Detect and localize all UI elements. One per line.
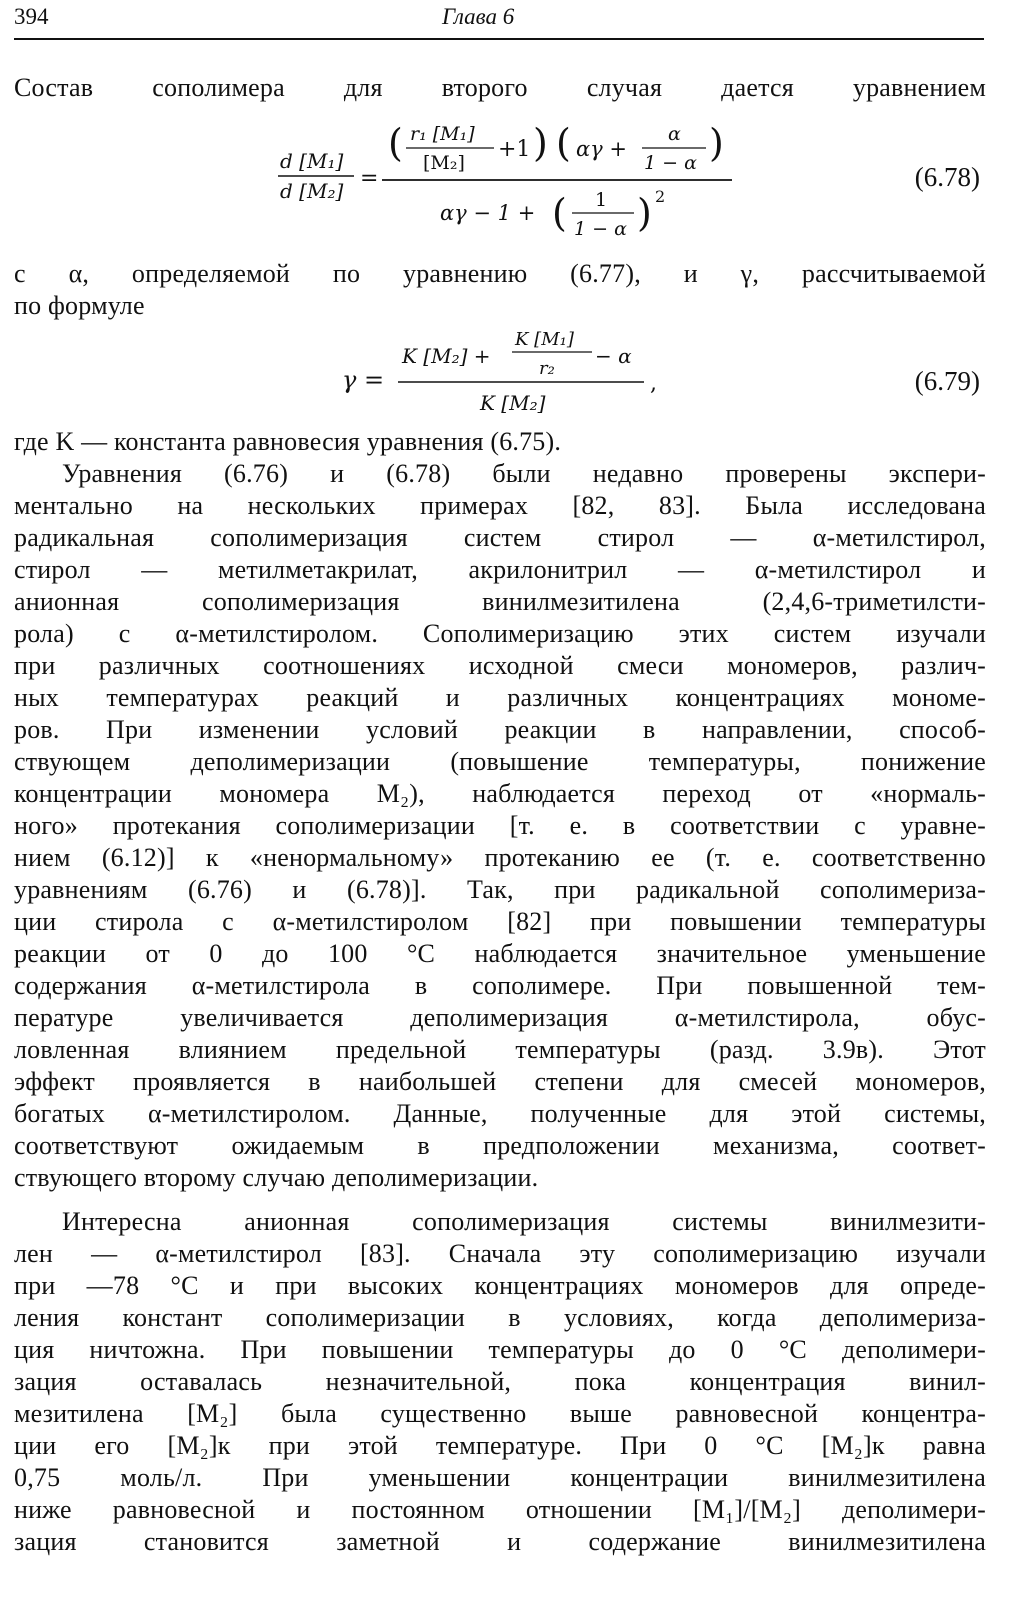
eq-679-inner-denominator: r₂ (539, 358, 555, 379)
paragraph-2-line: при различных соотношениях исходной смеси мономеров, различ- (14, 651, 986, 680)
paragraph-3-line: мезитилена [M₂] была существенно выше равновесной концентра- (14, 1399, 986, 1428)
paragraph-2-line: реакции от 0 до 100 °C наблюдается значительное уменьшение (14, 939, 986, 968)
text-line-formula: по формуле (14, 291, 145, 320)
page-header (14, 4, 984, 40)
eq-678-factor1-numerator: r₁ [M₁] (410, 123, 475, 145)
paragraph-3-line: лен — α-метилстирол [83]. Сначала эту сополимеризацию изучали (14, 1239, 986, 1268)
paragraph-2-line: ствующем деполимеризации (повышение температуры, понижение (14, 747, 986, 776)
paragraph-2-line: уравнениям (6.76) и (6.78)]. Так, при радикальной сополимериза- (14, 875, 986, 904)
paragraph-2-line: концентрации мономера M₂), наблюдается переход от «нормаль- (14, 779, 986, 808)
eq-678-exponent: 2 (655, 187, 666, 206)
paragraph-3-line: зация становится заметной и содержание винилмезитилена (14, 1527, 986, 1556)
paragraph-2-line: ментально на нескольких примерах [82, 83]. Была исследована (14, 491, 986, 520)
eq-679-num-prefix: K [M₂] + (402, 344, 491, 368)
eq-679-denominator: K [M₂] (480, 391, 546, 415)
eq-679-inner-numerator: K [M₁] (515, 329, 574, 350)
paragraph-2-line: Уравнения (6.76) и (6.78) были недавно проверены экспери- (62, 459, 986, 488)
eq-678-denominator-prefix: αγ − 1 + (440, 201, 536, 225)
text-line-constant: где K — константа равновесия уравнения (6.75). (14, 427, 562, 456)
eq-678-equals: = (360, 166, 379, 191)
text-line-alpha-gamma: с α, определяемой по уравнению (6.77), и γ, рассчитываемой (14, 259, 986, 288)
eq-678-factor1-denominator: [M₂] (423, 152, 465, 174)
paragraph-2-line: ции стирола с α-метилстиролом [82] при повышении температуры (14, 907, 986, 936)
paragraph-3-line: при —78 °C и при высоких концентрациях мономеров для опреде- (14, 1271, 986, 1300)
eq-678-den-paren-open: ( (552, 191, 567, 235)
equation-6-78 (270, 118, 750, 244)
eq-678-paren-close-2: ) (709, 121, 724, 165)
paragraph-2-line: радикальная сополимеризация систем стирол — α-метилстирол, (14, 523, 986, 552)
paragraph-2-line: эффект проявляется в наибольшей степени для смесей мономеров, (14, 1067, 986, 1096)
eq-number-6-78: (6.78) (914, 162, 980, 192)
paragraph-3-line: зация оставалась незначительной, пока концентрация винил- (14, 1367, 986, 1396)
page-number: 394 (14, 4, 49, 29)
eq-678-den-frac-numerator: 1 (595, 189, 608, 211)
eq-678-lhs-numerator: d [M₁] (280, 149, 344, 173)
eq-678-plus-one: +1 (498, 137, 531, 162)
paragraph-2-line: содержания α-метилстирола в сополимере. При повышенной тем- (14, 971, 986, 1000)
paragraph-3-line: ниже равновесной и постоянном отношении [M₁]/[M₂] деполимери- (14, 1495, 986, 1524)
eq-679-comma: , (650, 371, 657, 396)
eq-678-factor2-denominator: 1 − α (644, 152, 697, 174)
running-head: Глава 6 (442, 4, 515, 29)
paragraph-3-line: ция ничтожна. При повышении температуры до 0 °C деполимери- (14, 1335, 986, 1364)
eq-678-paren-open-2: ( (556, 121, 571, 165)
eq-679-num-suffix: − α (595, 344, 632, 368)
eq-678-factor2-prefix: αγ + (576, 137, 628, 161)
eq-679-lhs: γ = (342, 366, 385, 394)
text-line-intro: Состав сополимера для второго случая дается уравнением (14, 73, 986, 102)
eq-678-lhs-denominator: d [M₂] (280, 179, 344, 203)
paragraph-2-line: ров. При изменении условий реакции в направлении, способ- (14, 715, 986, 744)
paragraph-2-line: богатых α-метилстиролом. Данные, полученные для этой системы, (14, 1099, 986, 1128)
paragraph-2-line: соответствуют ожидаемым в предположении механизма, соответ- (14, 1131, 986, 1160)
paragraph-2-line: ловленная влиянием предельной температуры (разд. 3.9в). Этот (14, 1035, 986, 1064)
equation-6-79 (330, 320, 690, 420)
eq-678-factor2-numerator: α (668, 123, 681, 145)
paragraph-2-line: пературе увеличивается деполимеризация α-метилстирола, обус- (14, 1003, 986, 1032)
eq-678-paren-close-1: ) (533, 121, 548, 165)
paragraph-2-line: ных температурах реакций и различных концентрациях мономе- (14, 683, 986, 712)
paragraph-3-line: ления констант сополимеризации в условиях, когда деполимериза- (14, 1303, 986, 1332)
paragraph-2-line: анионная сополимеризация винилмезитилена (2,4,6-триметилсти- (14, 587, 986, 616)
paragraph-3-line: ции его [M₂]к при этой температуре. При 0 °C [M₂]к равна (14, 1431, 986, 1460)
eq-number-6-79: (6.79) (914, 366, 980, 396)
paragraph-2-line: стирол — метилметакрилат, акрилонитрил — α-метилстирол и (14, 555, 986, 584)
eq-678-paren-open-1: ( (388, 121, 403, 165)
paragraph-2-line: ствующего второму случаю деполимеризации. (14, 1163, 539, 1192)
paragraph-2-line: нием (6.12)] к «ненормальному» протеканию ее (т. е. соответственно (14, 843, 986, 872)
paragraph-2-line: рола) с α-метилстиролом. Сополимеризацию этих систем изучали (14, 619, 986, 648)
paragraph-3-line: 0,75 моль/л. При уменьшении концентрации винилмезитилена (14, 1463, 986, 1492)
paragraph-2-line: ного» протекания сополимеризации [т. е. в соответствии с уравне- (14, 811, 986, 840)
paragraph-3-line: Интересна анионная сополимеризация системы винилмезити- (62, 1207, 986, 1236)
eq-678-den-frac-denominator: 1 − α (574, 218, 627, 240)
eq-678-den-paren-close: ) (637, 191, 652, 235)
